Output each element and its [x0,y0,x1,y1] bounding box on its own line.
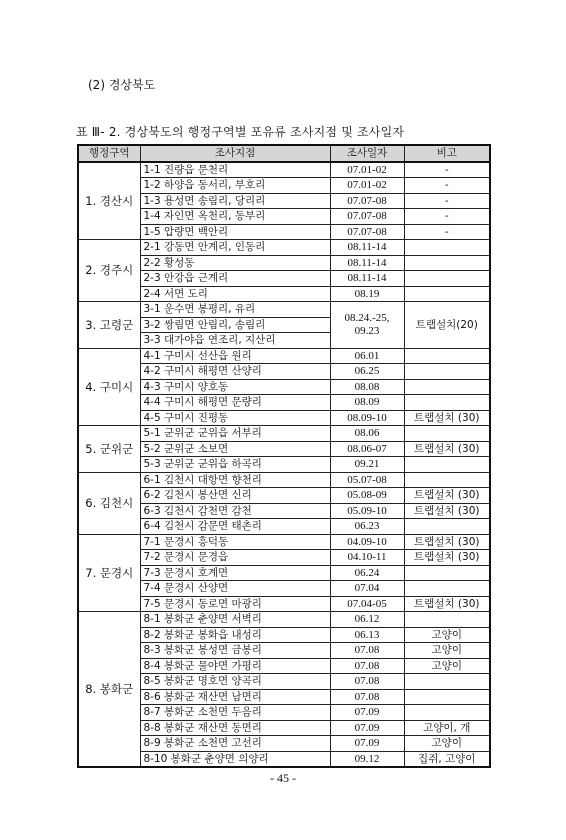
site-cell: 4-2 구미시 해평면 산양리 [140,364,330,380]
date-cell: 07.08 [330,674,404,690]
site-cell: 8-8 봉화군 재산면 동면리 [140,720,330,736]
page-number: - 45 - [270,771,296,785]
date-cell: 08.11-14 [330,255,404,271]
region-cell: 3. 고령군 [78,302,140,349]
date-cell: 07.04-05 [330,596,404,612]
region-cell: 5. 군위군 [78,426,140,473]
table-row [78,193,490,209]
note-cell [404,255,490,271]
table-row [78,271,490,287]
site-cell: 8-10 봉화군 춘양면 의양리 [140,751,330,767]
date-cell: 06.25 [330,364,404,380]
note-cell: - [404,193,490,209]
date-cell: 07.07-08 [330,209,404,225]
table-row [78,503,490,519]
table-caption: 표 Ⅲ- 2. 경상북도의 행정구역별 포유류 조사지점 및 조사일자 [76,125,405,139]
site-cell: 4-3 구미시 양호동 [140,379,330,395]
note-cell: 트랩설치 (30) [404,503,490,519]
note-cell [404,689,490,705]
table-row [78,379,490,395]
table-row [78,457,490,473]
site-cell: 3-1 운수면 봉평리, 유리 [140,302,330,318]
site-cell: 6-4 김천시 감문면 태촌리 [140,519,330,535]
date-cell: 07.09 [330,705,404,721]
date-cell: 07.01-02 [330,178,404,194]
survey-table [77,144,491,768]
site-cell: 8-9 봉화군 소천면 고선리 [140,736,330,752]
site-cell: 3-2 쌍림면 안림리, 송림리 [140,317,330,333]
table-row [78,364,490,380]
table-row [78,705,490,721]
site-cell: 7-5 문경시 동로면 마광리 [140,596,330,612]
table-header-row [78,145,490,162]
date-cell: 08.19 [330,286,404,302]
table-row [78,674,490,690]
site-cell: 7-2 문경시 문경읍 [140,550,330,566]
date-cell: 05.08-09 [330,488,404,504]
date-cell: 04.10-11 [330,550,404,566]
region-cell: 1. 경산시 [78,162,140,240]
note-cell [404,348,490,364]
note-cell [404,674,490,690]
note-cell: - [404,224,490,240]
table-row [78,751,490,767]
site-cell: 8-5 봉화군 명호면 양곡리 [140,674,330,690]
table-row [78,255,490,271]
date-cell: 08.08 [330,379,404,395]
header-site: 조사지점 [140,145,330,162]
date-cell: 05.07-08 [330,472,404,488]
note-cell [404,565,490,581]
region-cell: 4. 구미시 [78,348,140,426]
note-cell [404,379,490,395]
site-cell: 8-3 봉화군 봉성면 금봉리 [140,643,330,659]
date-cell: 05.09-10 [330,503,404,519]
note-cell: 트랩설치 (30) [404,488,490,504]
table-row [78,348,490,364]
site-cell: 6-3 김천시 감천면 감천 [140,503,330,519]
table-body [78,162,490,768]
table-row [78,395,490,411]
site-cell: 7-3 문경시 호계면 [140,565,330,581]
region-cell: 7. 문경시 [78,534,140,612]
site-cell: 3-3 대가야읍 연조리, 지산리 [140,333,330,349]
table-row [78,534,490,550]
note-cell [404,472,490,488]
site-cell: 6-2 김천시 봉산면 신리 [140,488,330,504]
table-row [78,286,490,302]
note-cell: 고양이 [404,643,490,659]
site-cell: 8-6 봉화군 재산면 남면리 [140,689,330,705]
note-cell [404,612,490,628]
note-cell [404,705,490,721]
site-cell: 1-2 하양읍 동서리, 부호리 [140,178,330,194]
note-cell: 트랩설치 (30) [404,410,490,426]
date-cell: 08.11-14 [330,240,404,256]
header-region: 행정구역 [78,145,140,162]
table-row [78,410,490,426]
note-cell: 고양이 [404,627,490,643]
date-cell: 08.11-14 [330,271,404,287]
note-cell: 고양이 [404,658,490,674]
site-cell: 1-3 용성면 송림리, 당리리 [140,193,330,209]
date-cell: 07.04 [330,581,404,597]
site-cell: 5-1 군위군 군위읍 서부리 [140,426,330,442]
note-cell [404,426,490,442]
site-cell: 4-5 구미시 진평동 [140,410,330,426]
table-row [78,720,490,736]
table-row [78,612,490,628]
date-cell: 07.07-08 [330,224,404,240]
date-cell: 07.08 [330,689,404,705]
date-cell: 06.01 [330,348,404,364]
note-cell: - [404,209,490,225]
note-cell [404,240,490,256]
date-cell: 04.09-10 [330,534,404,550]
region-cell: 8. 봉화군 [78,612,140,768]
table-row [78,581,490,597]
site-cell: 7-1 문경시 흥덕동 [140,534,330,550]
site-cell: 2-4 서면 도리 [140,286,330,302]
site-cell: 6-1 김천시 대항면 향천리 [140,472,330,488]
note-cell: 트랩설치 (30) [404,534,490,550]
note-cell [404,286,490,302]
site-cell: 5-2 군위군 소보면 [140,441,330,457]
note-cell [404,519,490,535]
note-cell: 트랩설치 (30) [404,550,490,566]
date-cell: 08.06-07 [330,441,404,457]
note-cell [404,364,490,380]
site-cell: 8-2 봉화군 봉화읍 내성리 [140,627,330,643]
site-cell: 5-3 군위군 군위읍 하곡리 [140,457,330,473]
table-row [78,472,490,488]
site-cell: 2-1 강동면 안계리, 인동리 [140,240,330,256]
table-row [78,178,490,194]
date-cell: 09.12 [330,751,404,767]
table-row [78,658,490,674]
region-cell: 2. 경주시 [78,240,140,302]
note-cell: 집쥐, 고양이 [404,751,490,767]
date-cell: 07.09 [330,736,404,752]
date-cell: 08.24.-25, 09.23 [330,302,404,349]
note-cell [404,457,490,473]
table-row [78,627,490,643]
table-row [78,643,490,659]
date-cell: 07.08 [330,658,404,674]
note-cell [404,395,490,411]
table-row [78,736,490,752]
table-row [78,689,490,705]
table-row [78,240,490,256]
date-cell: 08.09-10 [330,410,404,426]
date-cell: 08.06 [330,426,404,442]
date-cell: 06.23 [330,519,404,535]
site-cell: 1-1 진량읍 문천리 [140,162,330,178]
table-row [78,426,490,442]
header-date: 조사일자 [330,145,404,162]
note-cell [404,271,490,287]
table-row [78,596,490,612]
table-row [78,565,490,581]
site-cell: 2-2 황성동 [140,255,330,271]
table-row [78,519,490,535]
note-cell: 트랩설치 (30) [404,596,490,612]
date-cell: 07.09 [330,720,404,736]
table-row [78,162,490,178]
site-cell: 8-4 봉화군 물야면 가평리 [140,658,330,674]
note-cell: 고양이, 개 [404,720,490,736]
note-cell: - [404,178,490,194]
date-cell: 06.12 [330,612,404,628]
region-cell: 6. 김천시 [78,472,140,534]
date-cell: 07.07-08 [330,193,404,209]
date-cell: 07.01-02 [330,162,404,178]
date-cell: 09.21 [330,457,404,473]
site-cell: 4-4 구미시 해평면 문량리 [140,395,330,411]
table-row [78,302,490,318]
note-cell [404,581,490,597]
table-row [78,488,490,504]
table-row [78,209,490,225]
site-cell: 8-7 봉화군 소천면 두음리 [140,705,330,721]
site-cell: 2-3 안강읍 근계리 [140,271,330,287]
note-cell: - [404,162,490,178]
site-cell: 1-4 자인면 옥천리, 동부리 [140,209,330,225]
table-row [78,224,490,240]
site-cell: 7-4 문경시 산양면 [140,581,330,597]
section-title: (2) 경상북도 [88,78,156,92]
note-cell: 트랩설치(20) [404,302,490,349]
header-note: 비고 [404,145,490,162]
table-row [78,550,490,566]
date-cell: 06.24 [330,565,404,581]
date-cell: 08.09 [330,395,404,411]
note-cell: 고양이 [404,736,490,752]
table-row [78,441,490,457]
note-cell: 트랩설치 (30) [404,441,490,457]
site-cell: 8-1 봉화군 춘양면 서벽리 [140,612,330,628]
site-cell: 4-1 구미시 선산읍 원리 [140,348,330,364]
date-cell: 06.13 [330,627,404,643]
site-cell: 1-5 압량면 백안리 [140,224,330,240]
date-cell: 07.08 [330,643,404,659]
